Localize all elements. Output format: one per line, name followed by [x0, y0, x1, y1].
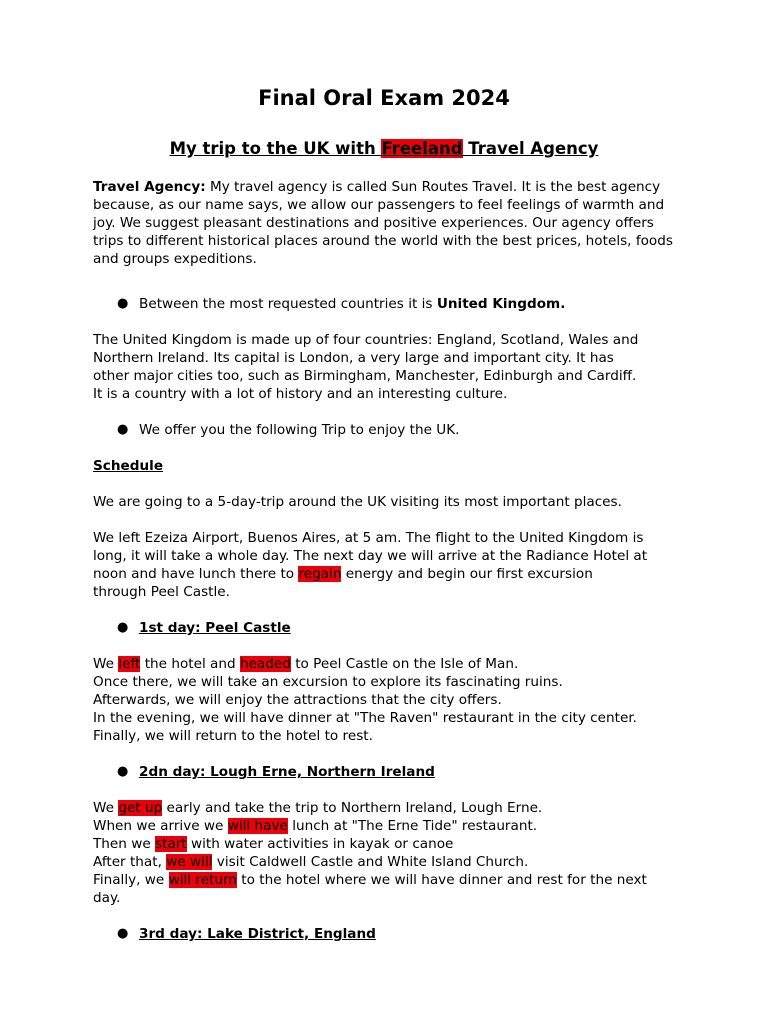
day2-paragraph: We get up early and take the trip to Northern Ireland, Lough Erne. When we arrive we will have lunch at "The Erne Tide" restaurant. Then we start with water activities in kayak or canoe After that, we will visit Caldwell Castle and White Island Church. Finally, we will return to the hotel where we will have dinner and rest for the next day.	[93, 800, 647, 906]
bullet-icon: ●	[117, 296, 129, 311]
day1-paragraph: We left the hotel and headed to Peel Castle on the Isle of Man. Once there, we will take an excursion to explore its fascinating ruins. Afterwards, we will enjoy the attractions that the city offers. In the evening, we will have dinner at "The Raven" restaurant in the city center. Finally, we will return to the hotel to rest.	[93, 656, 637, 744]
subtitle-after: Travel Agency	[462, 139, 599, 158]
document-body	[93, 178, 683, 943]
intro-text: My travel agency is called Sun Routes Travel. It is the best agency because, as our name says, we allow our passengers to feel feelings of warmth and joy. We suggest pleasant destinations and positive experiences. Our agency offers trips to different historical places around the world with the best prices, hotels, foods and groups expeditions.	[93, 179, 673, 267]
schedule-heading: Schedule	[93, 458, 164, 474]
day3-heading: ● 3rd day: Lake District, England	[117, 926, 376, 942]
bullet-icon: ●	[117, 620, 129, 635]
intro-paragraph	[93, 178, 683, 268]
bullet-offer: ● We offer you the following Trip to enjoy the UK.	[117, 422, 460, 438]
departure-paragraph: We left Ezeiza Airport, Buenos Aires, at 5 am. The flight to the United Kingdom is long, it will take a whole day. The next day we will arrive at the Radiance Hotel at noon and have lunch there to regain energy and begin our first excursion through Peel Castle.	[93, 530, 648, 600]
page-title: Final Oral Exam 2024	[258, 86, 510, 110]
bullet-icon: ●	[117, 764, 129, 779]
bullet-icon: ●	[117, 422, 129, 437]
subtitle-highlight: Freeland	[381, 139, 463, 158]
page-subtitle	[0, 139, 768, 158]
day1-heading: ● 1st day: Peel Castle	[117, 620, 291, 636]
bullet-icon: ●	[117, 926, 129, 941]
schedule-intro: We are going to a 5-day-trip around the UK visiting its most important places.	[93, 494, 622, 510]
uk-paragraph: The United Kingdom is made up of four countries: England, Scotland, Wales and Northern Ireland. Its capital is London, a very large and important city. It has other major cities too, such as Birmingham, Manchester, Edinburgh and Cardiff. It is a country with a lot of history and an interesting culture.	[93, 332, 639, 402]
bullet-requested-countries: ● Between the most requested countries it is United Kingdom.	[117, 296, 566, 312]
intro-label: Travel Agency:	[93, 179, 206, 195]
subtitle-before: My trip to the UK with	[169, 139, 382, 158]
day2-heading: ● 2dn day: Lough Erne, Northern Ireland	[117, 764, 435, 780]
